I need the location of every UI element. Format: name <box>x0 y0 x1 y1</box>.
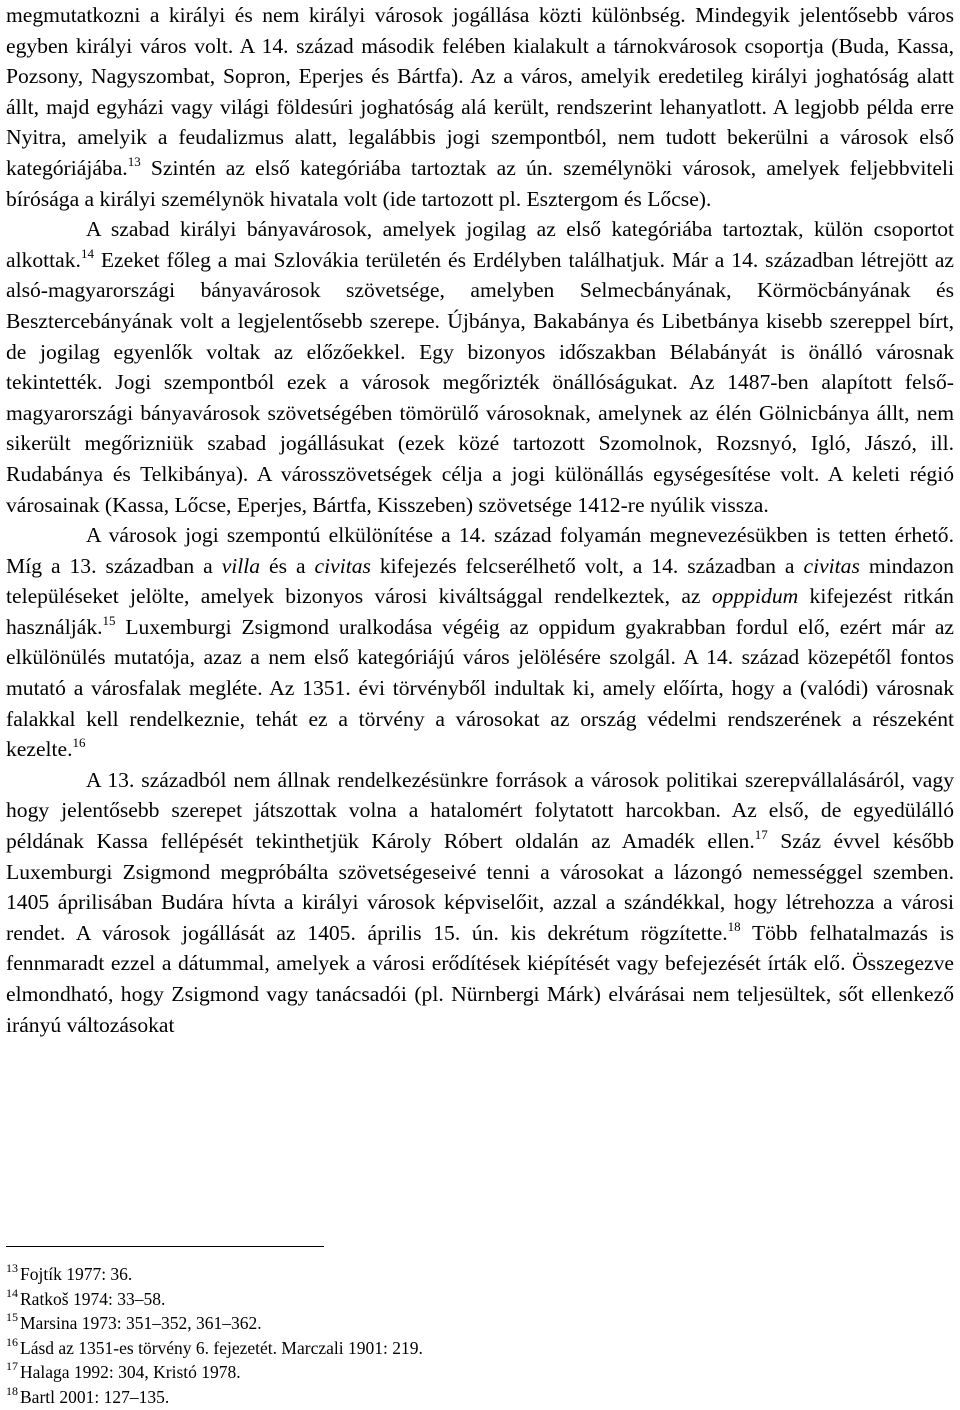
footnote-ref-15[interactable]: 15 <box>102 612 116 628</box>
term-oppidum: opppidum <box>711 584 799 609</box>
paragraph-text: kifejezést ritkán használják. <box>6 584 954 639</box>
footnote-15 <box>6 1311 954 1336</box>
footnote-number: 18 <box>6 1383 18 1398</box>
footnote-separator <box>6 1246 324 1247</box>
footnote-ref-18[interactable]: 18 <box>727 918 741 934</box>
paragraph-text: A 13. századból nem állnak rendelkezésünkre források a városok politikai szerepvállalásáról, vagy hogy jelentősebb szerepet játszottak volna a hatalomért folytatott harcokban. Az első, de egyedülálló példának Kassa fellépését tekinthetjük Károly Róbert oldalán az Amadék ellen. <box>6 767 954 854</box>
footnote-number: 17 <box>6 1359 18 1374</box>
body-text <box>6 0 954 1040</box>
paragraph-2 <box>6 214 954 520</box>
footnotes <box>6 1262 954 1410</box>
term-civitas: civitas <box>314 553 371 578</box>
paragraph-text: A városok jogi szempontú elkülönítése a 14. század folyamán megnevezésükben is tetten érhető. Míg a 13. században a <box>6 523 954 578</box>
paragraph-text: mindazon településeket jelölte, amelyek bizonyos városi kiváltsággal rendelkeztek, az <box>6 553 954 609</box>
term-civitas: civitas <box>803 553 860 578</box>
footnote-number: 15 <box>6 1310 18 1325</box>
paragraph-1 <box>6 0 954 214</box>
footnote-text: Fojtík 1977: 36. <box>20 1264 133 1284</box>
footnote-ref-17[interactable]: 17 <box>754 827 768 843</box>
paragraph-text: kifejezés felcserélhető volt, a 14. században a <box>370 553 804 578</box>
paragraph-text: Száz évvel később Luxemburgi Zsigmond megpróbálta szövetségeseivé tenni a városokat a lázongó nemességgel szemben. 1405 áprilisában Budára hívta a királyi városok képviselőit, azzal a szándékkal, hogy létrehozza a városi rendet. A városok jogállását az 1405. április 15. ún. kis dekrétum rögzítette. <box>6 829 954 945</box>
paragraph-4 <box>6 765 954 1040</box>
footnote-number: 14 <box>6 1285 18 1300</box>
footnote-text: Bartl 2001: 127–135. <box>20 1386 170 1407</box>
footnote-16 <box>6 1336 954 1361</box>
paragraph-text: Ezeket főleg a mai Szlovákia területén és Erdélyben találhatjuk. Már a 14. században létrejött az alsó-magyarországi bányavárosok szövetsége, amelyben Selmecbányának, Körmöcbányának és Besztercebányának volt a legjelentősebb szerepe. Újbánya, Bakabánya és Libetbánya kisebb szereppel bírt, de jogilag egyenlők voltak az előzőekkel. Egy bizonyos időszakban Bélabányát is önálló városnak tekintették. Jogi szempontból ezek a városok megőrizték önállóságukat. Az 1487-ben alapított felső-magyarországi bányavárosok szövetségében tömörülő városoknak, amelynek az élén Gölnicbánya állt, nem sikerült megőrizniük szabad jogállásukat (ezek közé tartozott Szomolnok, Rozsnyó, Igló, Jászó, ill. Rudabánya és Telkibánya). A városszövetségek célja a jogi különállás egységesítése volt. A keleti régió városainak (Kassa, Lőcse, Eperjes, Bártfa, Kisszeben) szövetsége 1412-re nyúlik vissza. <box>6 247 954 517</box>
footnote-ref-16[interactable]: 16 <box>72 735 86 751</box>
footnote-number: 16 <box>6 1334 18 1349</box>
paragraph-3 <box>6 520 954 765</box>
footnote-17 <box>6 1360 954 1385</box>
paragraph-text: Szintén az első kategóriába tartoztak az ún. személynöki városok, amelyek feljebbviteli bírósága a királyi személynök hivatala volt (ide tartozott pl. Esztergom és Lőcse). <box>6 155 954 211</box>
footnote-text: Marsina 1973: 351–352, 361–362. <box>20 1313 262 1334</box>
paragraph-text: megmutatkozni a királyi és nem királyi városok jogállása közti különbség. Mindegyik jelentősebb város egyben királyi város volt. A 14. század második felében kialakult a tárnokvárosok csoportja (Buda, Kassa, Pozsony, Nagyszombat, Sopron, Eperjes és Bártfa). Az a város, amelyik eredetileg királyi joghatóság alatt állt, majd egyházi vagy világi földesúri joghatóság alá került, rendszerint lehanyatlott. A legjobb példa erre Nyitra, amelyik a feudalizmus alatt, legalábbis jogi szempontból, nem tudott bekerülni a városok első kategóriájába. <box>6 3 954 180</box>
footnote-text: Ratkoš 1974: 33–58. <box>20 1288 166 1309</box>
footnote-14 <box>6 1287 954 1312</box>
footnote-ref-13[interactable]: 13 <box>127 153 141 169</box>
paragraph-text: és a <box>260 553 315 578</box>
term-villa: villa <box>221 553 261 578</box>
footnote-ref-14[interactable]: 14 <box>80 245 94 261</box>
footnote-text: Lásd az 1351-es törvény 6. fejezetét. Marczali 1901: 219. <box>20 1337 423 1358</box>
footnote-text: Halaga 1992: 304, Kristó 1978. <box>20 1362 241 1383</box>
paragraph-text: A szabad királyi bányavárosok, amelyek jogilag az első kategóriába tartoztak, külön csoportot alkottak. <box>6 217 954 272</box>
footnote-number: 13 <box>6 1261 18 1275</box>
paragraph-text: Luxemburgi Zsigmond uralkodása végéig az oppidum gyakrabban fordul elő, ezért már az elkülönülés mutatója, azaz a nem első kategóriájú város jelölésére szolgál. A 14. század közepétől fontos mutató a városfalak megléte. Az 1351. évi törvényből indultak ki, amely előírta, hogy a (valódi) városnak falakkal kell rendelkeznie, tehát ez a törvény a városokat az ország védelmi rendszerének a részeként kezelte. <box>6 614 954 762</box>
footnote-13 <box>6 1262 954 1287</box>
footnote-18 <box>6 1385 954 1410</box>
paragraph-text: Több felhatalmazás is fennmaradt ezzel a dátummal, amelyek a városi erődítések kiépítését vagy befejezését írták elő. Összegezve elmondható, hogy Zsigmond vagy tanácsadói (pl. Nürnbergi Márk) elvárásai nem teljesültek, sőt ellenkező irányú változásokat <box>6 920 955 1037</box>
